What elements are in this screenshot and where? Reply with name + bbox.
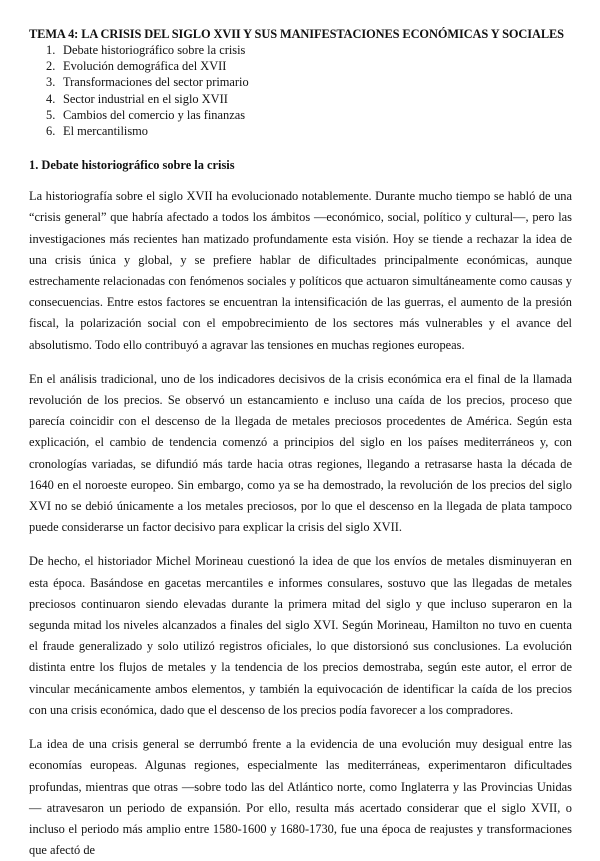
- table-of-contents: [29, 42, 572, 139]
- toc-item-number: 6.: [46, 124, 56, 139]
- toc-item-number: 1.: [46, 43, 56, 57]
- toc-item-label: Debate historiográfico sobre la crisis: [63, 43, 246, 57]
- toc-item: [29, 58, 572, 74]
- body-paragraph: La historiografía sobre el siglo XVII ha evolucionado notablemente. Durante mucho tiempo se habló de una “crisis general” que habría afectado a todos los ámbitos —económico, social, político y cultural—, pero las investigaciones más recientes han matizado profundamente esta visión. Hoy se tiende a rechazar la idea de una crisis única y global, y se prefiere hablar de dificultades principalmente económicas, aunque estrechamente relacionadas con fenómenos sociales y políticos que actuaron simultáneamente como causas y consecuencias. Entre estos factores se encuentran la intensificación de las guerras, el aumento de la presión fiscal, la polarización social con el empobrecimiento de los sectores más vulnerables y el avance del absolutismo. Todo ello contribuyó a agravar las tensiones en muchas regiones europeas.: [29, 189, 572, 352]
- toc-item-label: Sector industrial en el siglo XVII: [63, 91, 228, 106]
- toc-item-label: Transformaciones del sector primario: [63, 75, 249, 90]
- body-paragraph: La idea de una crisis general se derrumbó frente a la evidencia de una evolución muy desigual entre las economías europeas. Algunas regiones, especialmente las mediterráneas, experimentaron dificultades profundas, mientras que otras —sobre todo las del Atlántico norte, como Inglaterra y las Provincias Unidas— atravesaron un periodo de expansión. Por ello, resulta más acertado considerar que el siglo XVII, o incluso el periodo más amplio entre 1580-1600 y 1680-1730, fue una época de reajustes y transformaciones que afectó de: [29, 737, 572, 858]
- document-page: [29, 26, 572, 861]
- toc-item: [29, 91, 572, 107]
- toc-item: [29, 123, 572, 139]
- toc-item-number: 4.: [46, 91, 56, 106]
- toc-item-number: 3.: [46, 75, 56, 90]
- toc-item-number: 2.: [46, 59, 56, 74]
- document-title: TEMA 4: LA CRISIS DEL SIGLO XVII Y SUS MANIFESTACIONES ECONÓMICAS Y SOCIALES: [29, 27, 564, 41]
- toc-item-label: El mercantilismo: [63, 124, 148, 139]
- toc-item: [29, 74, 572, 90]
- toc-item-label: Evolución demográfica del XVII: [63, 59, 227, 74]
- toc-item: [29, 107, 572, 123]
- body-paragraph: De hecho, el historiador Michel Morineau cuestionó la idea de que los envíos de metales disminuyeran en esta época. Basándose en gacetas mercantiles e informes consulares, sostuvo que las llegadas de metales preciosos continuaron siendo elevadas durante la primera mitad del siglo y que incluso superaron en la segunda mitad los niveles alcanzados a finales del siglo XVI. Según Morineau, Hamilton no tuvo en cuenta el fraude generalizado y solo utilizó registros oficiales, lo que distorsionó sus conclusiones. La evolución distinta entre los flujos de metales y la tendencia de los precios demostraba, según este autor, el error de vincular mecánicamente ambos elementos, y también la equivocación de identificar la caída de los precios con una crisis económica, dado que el descenso de los precios podía favorecer a los compradores.: [29, 554, 572, 717]
- section-heading: 1. Debate historiográfico sobre la crisis: [29, 158, 235, 173]
- toc-item: [29, 42, 572, 58]
- body-paragraph: En el análisis tradicional, uno de los indicadores decisivos de la crisis económica era el final de la llamada revolución de los precios. Se observó un estancamiento e incluso una caída de los precios, proceso que parecía coincidir con el descenso de la llegada de metales preciosos procedentes de América. Según esta explicación, el cambio de tendencia comenzó a principios del siglo en los países mediterráneos y, con cronologías variadas, se difundió más tarde hacia otras regiones, llegando a retrasarse hasta la década de 1640 en el noroeste europeo. Sin embargo, como ya se ha demostrado, la revolución de los precios del siglo XVI no se debió únicamente a los metales preciosos, por lo que el descenso en la llegada de plata tampoco puede considerarse un factor decisivo para explicar la crisis del siglo XVII.: [29, 371, 572, 535]
- toc-item-number: 5.: [46, 107, 56, 122]
- toc-item-label: Cambios del comercio y las finanzas: [63, 107, 246, 122]
